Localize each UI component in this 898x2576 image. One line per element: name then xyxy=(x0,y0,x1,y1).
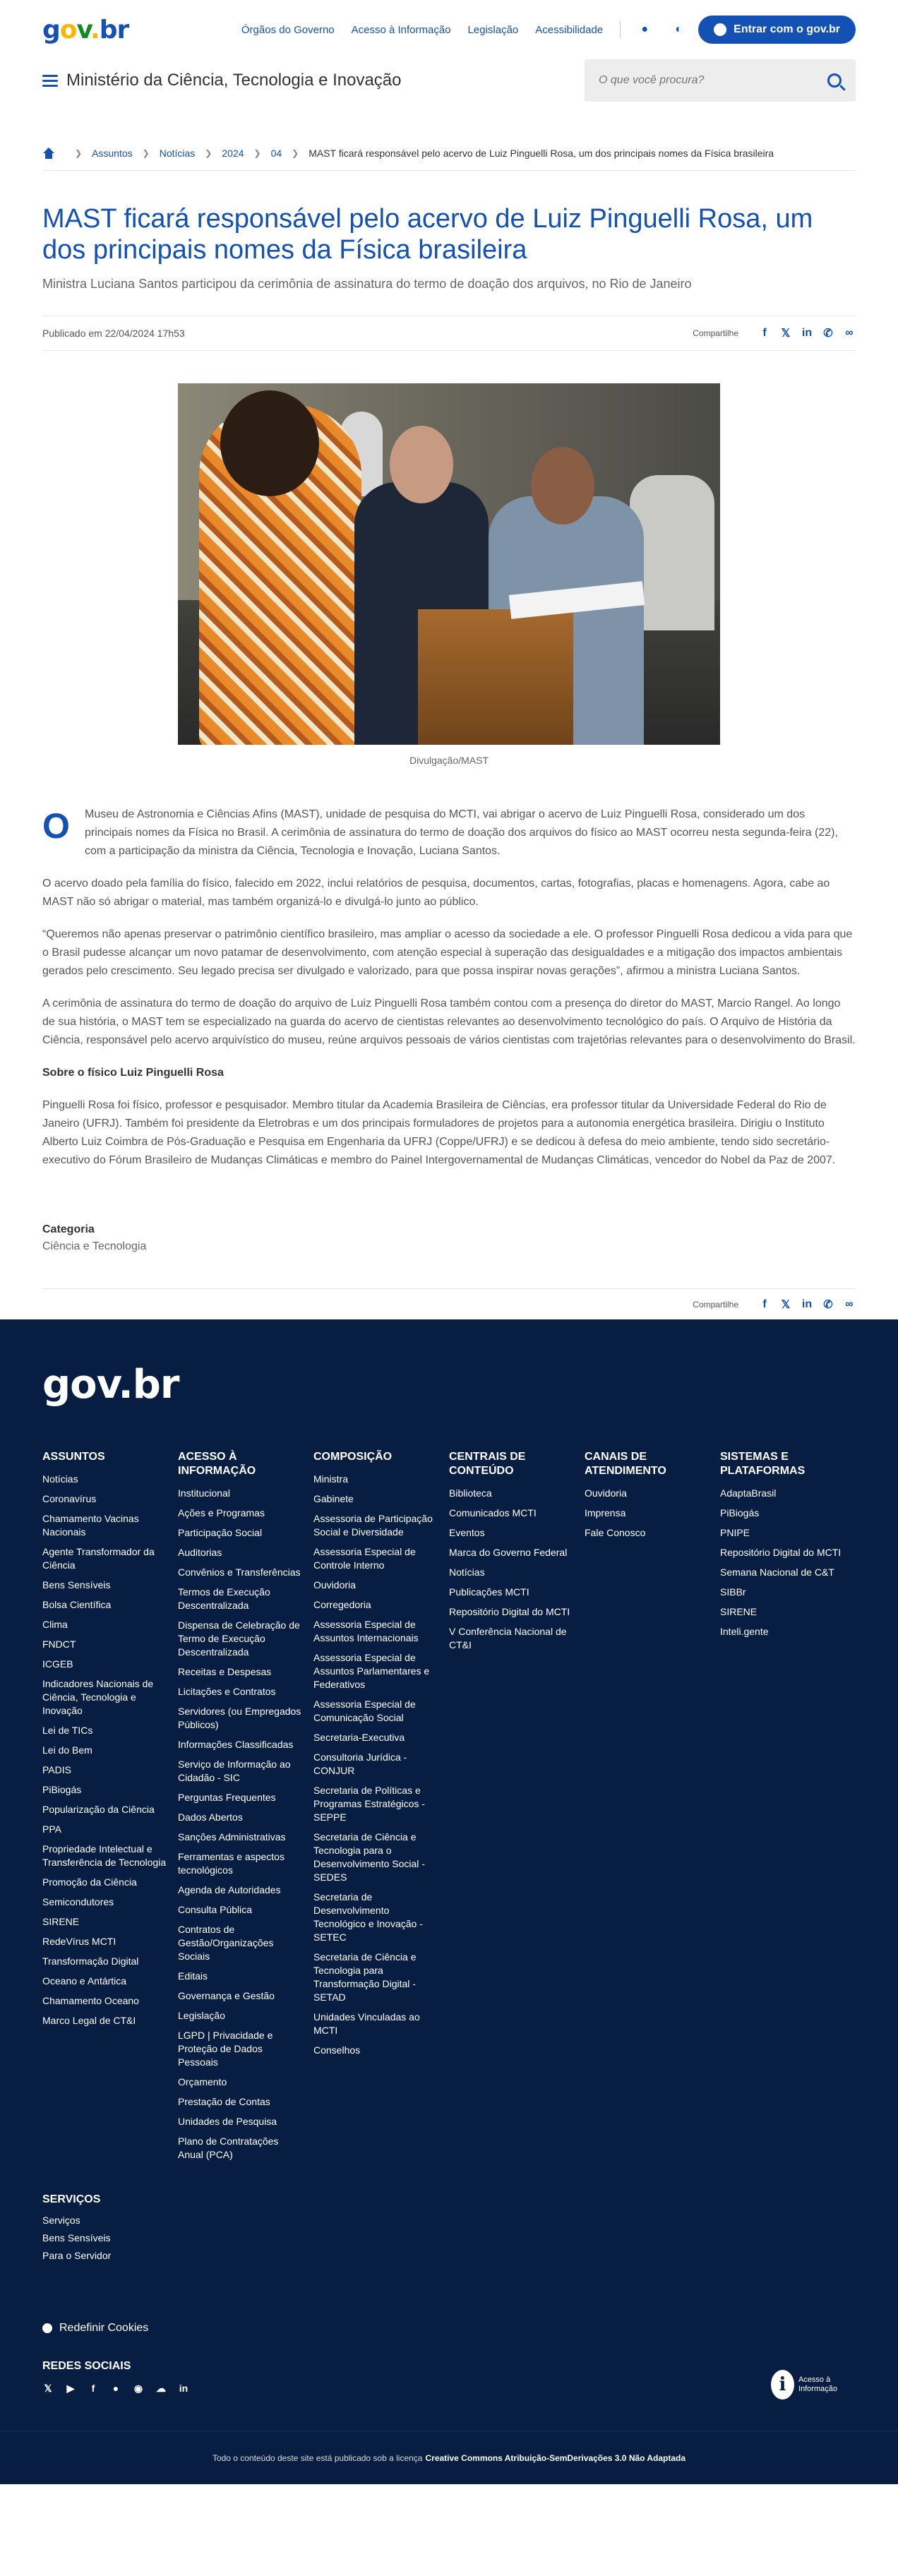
footer-link[interactable]: Serviços xyxy=(42,2215,80,2226)
footer-link[interactable]: Institucional xyxy=(178,1487,230,1499)
footer-link[interactable]: Promoção da Ciência xyxy=(42,1876,137,1888)
footer-link[interactable]: Chamamento Vacinas Nacionais xyxy=(42,1513,139,1538)
footer-link[interactable]: Notícias xyxy=(42,1473,78,1485)
footer-link[interactable]: Serviço de Informação ao Cidadão - SIC xyxy=(178,1759,291,1783)
footer-link[interactable]: Lei de TICs xyxy=(42,1725,93,1736)
footer-link[interactable]: Assessoria de Participação Social e Diversidade xyxy=(313,1513,433,1538)
footer-link[interactable]: Servidores (ou Empregados Públicos) xyxy=(178,1706,301,1730)
image-caption: Divulgação/MAST xyxy=(409,755,489,766)
linkedin-icon[interactable]: in xyxy=(801,327,813,339)
article-figure xyxy=(42,383,856,766)
dropcap: O xyxy=(42,806,70,846)
search-icon[interactable] xyxy=(827,73,842,88)
home-icon[interactable] xyxy=(42,148,55,159)
footer-link[interactable]: V Conferência Nacional de CT&I xyxy=(449,1626,567,1651)
footer-link[interactable]: Consulta Pública xyxy=(178,1904,253,1915)
footer-link[interactable]: Participação Social xyxy=(178,1527,263,1538)
breadcrumb-noticias[interactable]: Notícias xyxy=(159,147,196,159)
link-icon[interactable]: ∞ xyxy=(845,1298,854,1310)
footer-link[interactable]: Ouvidoria xyxy=(585,1487,627,1499)
whatsapp-icon[interactable]: ✆ xyxy=(823,328,833,340)
contrast-icon[interactable]: ◐ xyxy=(675,23,682,35)
footer-link[interactable]: Unidades de Pesquisa xyxy=(178,2116,277,2127)
footer-link[interactable]: Dispensa de Celebração de Termo de Execução Descentralizada xyxy=(178,1619,300,1658)
footer-link[interactable]: Legislação xyxy=(178,2010,225,2021)
paragraph: Pinguelli Rosa foi físico, professor e pesquisador. Membro titular da Academia Brasileira de Ciências, era professor titular da Universidade Federal do Rio de Janeiro (UFRJ). Também foi presidente da Eletrobras e um dos principais formuladores de projetos para a autonomia energética brasileira. Dirigiu o Instituto Alberto Luiz Coimbra de Pós-Graduação e Pesquisa em Engenharia da UFRJ (Coppe/UFRJ) e se dedicou à defesa do meio ambiente, tendo sido secretário-executivo do Fórum Brasileiro de Mudanças Climáticas e membro do Painel Intergovernamental de Mudanças Climáticas, vencedor do Nobel da Paz de 2007. xyxy=(42,1099,836,1166)
footer-link[interactable]: Perguntas Frequentes xyxy=(178,1792,276,1803)
footer-column-title: CANAIS DE ATENDIMENTO xyxy=(585,1451,666,1477)
footer-link[interactable]: Dados Abertos xyxy=(178,1811,243,1823)
footer-link[interactable]: Para o Servidor xyxy=(42,2250,112,2261)
footer-services xyxy=(42,2193,856,2261)
flickr-icon[interactable]: ● xyxy=(112,2383,119,2394)
footer-link[interactable]: Transformação Digital xyxy=(42,1955,139,1967)
link-icon[interactable]: ∞ xyxy=(845,327,854,339)
license-link[interactable]: Creative Commons Atribuição-SemDerivações 3.0 Não Adaptada xyxy=(425,2452,686,2463)
footer-link[interactable]: Imprensa xyxy=(585,1507,626,1518)
share-label: Compartilhe xyxy=(693,1299,738,1310)
share-label: Compartilhe xyxy=(693,328,738,338)
reset-cookies[interactable]: Redefinir Cookies xyxy=(42,2322,856,2335)
topbar xyxy=(0,0,898,59)
footer-link[interactable]: Secretaria-Executiva xyxy=(313,1732,405,1743)
footer-link[interactable]: Agenda de Autoridades xyxy=(178,1884,281,1895)
category-label: Categoria xyxy=(42,1223,95,1235)
footer-link[interactable]: Sanções Administrativas xyxy=(178,1831,286,1843)
cookie-icon xyxy=(42,2323,52,2333)
breadcrumb xyxy=(42,136,856,171)
footer-link[interactable]: Gabinete xyxy=(313,1493,354,1504)
footer-link[interactable]: Termos de Execução Descentralizada xyxy=(178,1586,270,1611)
footer-link[interactable]: RedeVírus MCTI xyxy=(42,1936,116,1947)
footer-link[interactable]: Governança e Gestão xyxy=(178,1990,275,2001)
footer-column-title: SISTEMAS E PLATAFORMAS xyxy=(720,1451,806,1477)
paragraph: O acervo doado pela família do físico, falecido em 2022, inclui relatórios de pesquisa, documentos, cartas, fotografias, placas e homenagens. Agora, cabe ao MAST não só abrigar o material, mas também organizá-lo e divulgá-lo junto ao público. xyxy=(42,877,830,908)
footer-link[interactable]: Auditorias xyxy=(178,1547,222,1558)
share-bar xyxy=(693,327,856,340)
share-bar-bottom xyxy=(42,1288,856,1310)
site-header xyxy=(0,59,898,102)
footer-link[interactable]: Secretaria de Ciência e Tecnologia para Transformação Digital - SETAD xyxy=(313,1951,417,2003)
footer-link[interactable]: PADIS xyxy=(42,1764,71,1775)
divider xyxy=(620,21,621,38)
footer-link[interactable]: SIRENE xyxy=(720,1606,758,1617)
breadcrumb-current: MAST ficará responsável pelo acervo de Luiz Pinguelli Rosa, um dos principais nomes da Física brasileira xyxy=(309,147,774,159)
chevron-right-icon: ❯ xyxy=(75,148,83,158)
section-heading: Sobre o físico Luiz Pinguelli Rosa xyxy=(42,1067,224,1079)
footer-link[interactable]: Consultoria Jurídica - CONJUR xyxy=(313,1751,407,1776)
login-button[interactable]: Entrar com o gov.br xyxy=(698,16,856,44)
footer xyxy=(0,1319,898,2484)
footer-link[interactable]: Bolsa Científica xyxy=(42,1599,112,1610)
paragraph: A cerimônia de assinatura do termo de doação do arquivo de Luiz Pinguelli Rosa também contou com a presença do diretor do MAST, Marcio Rangel. Ao longo de sua história, o MAST tem se especializado na guarda do acervo de cientistas relevantes ao desenvolvimento tecnológico do país. O Arquivo de História da Ciência, responsável pelo acervo arquivístico do museu, reúne arquivos pessoais de vários cientistas com trajetórias relevantes para o desenvolvimento do Brasil. xyxy=(42,998,856,1046)
footer-link[interactable]: Clima xyxy=(42,1619,68,1630)
footer-link[interactable]: Informações Classificadas xyxy=(178,1739,294,1750)
paragraph: “Queremos não apenas preservar o patrimônio científico brasileiro, mas ampliar o acesso da sociedade a ele. O professor Pinguelli Rosa dedicou a vida para que o Brasil pudesse alcançar um novo patamar de desenvolvimento, com atenção especial à superação das desigualdades e a mitigação dos impactos ambientais gerados pelo crescimento. Seu legado precisa ser divulgado e valorizado, para que possa inspirar novas gerações”, afirmou a ministra Luciana Santos. xyxy=(42,928,853,977)
footer-link[interactable]: Publicações MCTI xyxy=(449,1586,529,1598)
footer-link[interactable]: AdaptaBrasil xyxy=(720,1487,777,1499)
linkedin-icon[interactable]: in xyxy=(801,1298,813,1310)
site-title[interactable]: Ministério da Ciência, Tecnologia e Inovação xyxy=(66,71,402,90)
linkedin-icon[interactable]: in xyxy=(179,2383,188,2394)
x-icon[interactable]: 𝕏 xyxy=(781,1298,791,1311)
footer-govbr-logo[interactable]: gov.br xyxy=(42,1362,179,1408)
footer-column-title: ACESSO À INFORMAÇÃO xyxy=(178,1451,256,1477)
footer-link[interactable]: Marco Legal de CT&I xyxy=(42,2015,136,2026)
x-icon[interactable]: 𝕏 xyxy=(44,2382,52,2394)
footer-link[interactable]: Secretaria de Ciência e Tecnologia para o Desenvolvimento Social - SEDES xyxy=(313,1831,425,1883)
footer-column-title: ASSUNTOS xyxy=(42,1451,105,1463)
x-icon[interactable]: 𝕏 xyxy=(781,328,791,340)
paragraph-lead: Museu de Astronomia e Ciências Afins (MAST), unidade de pesquisa do MCTI, vai abrigar o acervo de Luiz Pinguelli Rosa, considerado um dos principais nomes da Física no Brasil. A cerimônia de assinatura do termo de doação dos arquivos do físico ao MAST ocorreu nesta segunda-feira (22), com a participação da ministra da Ciência, Tecnologia e Inovação, Luciana Santos. xyxy=(85,808,838,857)
article-photo xyxy=(178,383,720,745)
footer-link[interactable]: Unidades Vinculadas ao MCTI xyxy=(313,2011,420,2036)
footer-column xyxy=(42,1450,178,2168)
footer-link[interactable]: Marca do Governo Federal xyxy=(449,1547,568,1558)
instagram-icon[interactable]: ◉ xyxy=(133,2382,143,2394)
footer-link[interactable]: Prestação de Contas xyxy=(178,2096,270,2107)
facebook-icon[interactable]: f xyxy=(762,327,767,339)
footer-link[interactable]: Editais xyxy=(178,1970,208,1982)
footer-column xyxy=(178,1450,313,2168)
footer-column xyxy=(720,1450,856,2168)
footer-link[interactable]: Secretaria de Desenvolvimento Tecnológico e Inovação - SETEC xyxy=(313,1891,423,1943)
license-bar: Todo o conteúdo deste site está publicado sob a licença Creative Commons Atribuição-SemDerivações 3.0 Não Adaptada xyxy=(0,2431,898,2484)
footer-column-title: CENTRAIS DE CONTEÚDO xyxy=(449,1451,526,1477)
footer-link[interactable]: Assessoria Especial de Assuntos Parlamentares e Federativos xyxy=(313,1652,430,1690)
category xyxy=(42,1223,856,1253)
footer-link[interactable]: Oceano e Antártica xyxy=(42,1975,127,1987)
footer-link[interactable]: Lei do Bem xyxy=(42,1744,92,1756)
footer-link[interactable]: Bens Sensíveis xyxy=(42,1579,111,1590)
link-acesso-informacao[interactable]: Acesso à Informação xyxy=(351,23,451,36)
footer-link[interactable]: Indicadores Nacionais de Ciência, Tecnologia e Inovação xyxy=(42,1678,154,1716)
footer-link[interactable]: Corregedoria xyxy=(313,1599,371,1610)
chevron-right-icon: ❯ xyxy=(142,148,150,158)
footer-link[interactable]: Assessoria Especial de Controle Interno xyxy=(313,1546,416,1571)
footer-link[interactable]: LGPD | Privacidade e Proteção de Dados Pessoais xyxy=(178,2030,273,2068)
article-title: MAST ficará responsável pelo acervo de Luiz Pinguelli Rosa, um dos principais nomes da Física brasileira xyxy=(42,204,813,265)
chevron-right-icon: ❯ xyxy=(205,148,212,158)
chevron-right-icon: ❯ xyxy=(253,148,261,158)
footer-link[interactable]: Agente Transformador da Ciência xyxy=(42,1546,155,1571)
footer-link[interactable]: Chamamento Oceano xyxy=(42,1995,139,2006)
footer-link[interactable]: Propriedade Intelectual e Transferência de Tecnologia xyxy=(42,1843,167,1868)
footer-link[interactable]: Comunicados MCTI xyxy=(449,1507,537,1518)
user-icon xyxy=(714,23,726,36)
footer-link[interactable]: Fale Conosco xyxy=(585,1527,646,1538)
footer-link[interactable]: Biblioteca xyxy=(449,1487,492,1499)
footer-link[interactable]: Assessoria Especial de Assuntos Internacionais xyxy=(313,1619,419,1643)
footer-link[interactable]: Eventos xyxy=(449,1527,485,1538)
whatsapp-icon[interactable]: ✆ xyxy=(823,1298,833,1311)
footer-link[interactable]: Ouvidoria xyxy=(313,1579,356,1590)
footer-link[interactable]: Convênios e Transferências xyxy=(178,1566,301,1578)
facebook-icon[interactable]: f xyxy=(91,2383,95,2394)
article-body xyxy=(42,805,856,1170)
chevron-right-icon: ❯ xyxy=(292,148,299,158)
search-box xyxy=(585,59,856,102)
footer-link[interactable]: Orçamento xyxy=(178,2076,227,2087)
services-title: SERVIÇOS xyxy=(42,2193,101,2205)
footer-link[interactable]: Receitas e Despesas xyxy=(178,1666,272,1677)
soundcloud-icon[interactable]: ☁ xyxy=(156,2382,166,2394)
footer-link[interactable]: Ferramentas e aspectos tecnológicos xyxy=(178,1851,285,1876)
youtube-icon[interactable]: ▶ xyxy=(66,2382,75,2394)
menu-icon[interactable] xyxy=(42,75,58,87)
footer-link[interactable]: Licitações e Contratos xyxy=(178,1686,276,1697)
breadcrumb-04[interactable]: 04 xyxy=(270,147,282,159)
footer-link[interactable]: Notícias xyxy=(449,1566,485,1578)
footer-link[interactable]: Ações e Programas xyxy=(178,1507,265,1518)
footer-link[interactable]: ICGEB xyxy=(42,1658,73,1670)
published-date: Publicado em 22/04/2024 17h53 xyxy=(42,328,185,339)
facebook-icon[interactable]: f xyxy=(762,1298,767,1310)
footer-link[interactable]: SIBBr xyxy=(720,1586,746,1598)
acesso-informacao-logo[interactable]: i Acesso à Informação xyxy=(771,2370,856,2400)
article-subtitle: Ministra Luciana Santos participou da cerimônia de assinatura do termo de doação dos arquivos, no Rio de Janeiro xyxy=(42,277,692,291)
link-legislacao[interactable]: Legislação xyxy=(467,23,519,36)
footer-link[interactable]: Ministra xyxy=(313,1473,349,1485)
footer-link[interactable]: SIRENE xyxy=(42,1916,80,1927)
footer-column xyxy=(313,1450,449,2168)
footer-link[interactable]: PNIPE xyxy=(720,1527,750,1538)
link-orgaos[interactable]: Órgãos do Governo xyxy=(241,23,335,36)
breadcrumb-assuntos[interactable]: Assuntos xyxy=(92,147,133,159)
footer-link[interactable]: Inteli.gente xyxy=(720,1626,769,1637)
footer-link[interactable]: Semana Nacional de C&T xyxy=(720,1566,834,1578)
category-link[interactable]: Ciência e Tecnologia xyxy=(42,1240,147,1252)
footer-link[interactable]: Conselhos xyxy=(313,2044,361,2056)
footer-columns xyxy=(42,1450,856,2168)
cookie-icon[interactable]: ● xyxy=(641,23,648,35)
footer-link[interactable]: Coronavírus xyxy=(42,1493,97,1504)
footer-column xyxy=(585,1450,720,2168)
footer-link[interactable]: Contratos de Gestão/Organizações Sociais xyxy=(178,1924,274,1962)
footer-link[interactable]: Popularização da Ciência xyxy=(42,1804,155,1815)
footer-link[interactable]: Repositório Digital do MCTI xyxy=(449,1606,570,1617)
footer-link[interactable]: PiBiogás xyxy=(720,1507,760,1518)
govbr-logo[interactable]: gov.br xyxy=(42,15,129,44)
footer-link[interactable]: Secretaria de Políticas e Programas Estratégicos - SEPPE xyxy=(313,1785,425,1823)
article-meta xyxy=(42,316,856,351)
link-acessibilidade[interactable]: Acessibilidade xyxy=(535,23,604,36)
footer-link[interactable]: PPA xyxy=(42,1823,61,1835)
footer-link[interactable]: Semicondutores xyxy=(42,1896,114,1907)
footer-column xyxy=(449,1450,585,2168)
info-icon: i xyxy=(771,2370,794,2400)
search-input[interactable] xyxy=(599,74,827,87)
social-section xyxy=(42,2360,856,2431)
footer-link[interactable]: Bens Sensíveis xyxy=(42,2232,111,2243)
footer-link[interactable]: Repositório Digital do MCTI xyxy=(720,1547,842,1558)
footer-column-title: COMPOSIÇÃO xyxy=(313,1451,393,1463)
footer-link[interactable]: Assessoria Especial de Comunicação Social xyxy=(313,1699,416,1723)
footer-link[interactable]: Plano de Contratações Anual (PCA) xyxy=(178,2135,279,2160)
footer-link[interactable]: FNDCT xyxy=(42,1639,76,1650)
social-title: REDES SOCIAIS xyxy=(42,2360,131,2372)
breadcrumb-2024[interactable]: 2024 xyxy=(222,147,244,159)
top-links xyxy=(224,16,856,44)
footer-link[interactable]: PiBiogás xyxy=(42,1784,82,1795)
